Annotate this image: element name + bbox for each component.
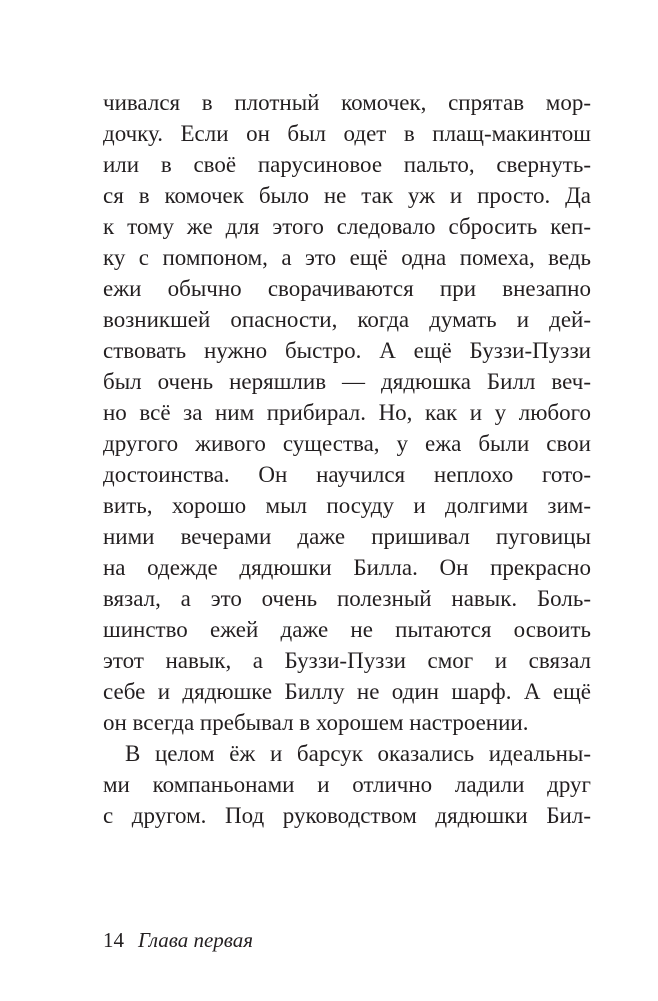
text-line: ми компаньонами и отлично ладили друг [103,772,591,797]
text-line: ними вечерами даже пришивал пуговицы [103,524,591,549]
text-line: он всегда пребывал в хорошем настроении. [103,710,529,735]
text-line: вить, хорошо мыл посуду и долгими зим- [103,493,591,518]
text-line: ствовать нужно быстро. А ещё Буззи-Пуззи [103,338,591,363]
text-line: В целом ёж и барсук оказались идеальны- [125,741,591,766]
text-line: шинство ежей даже не пытаются освоить [103,617,591,642]
text-line: ся в комочек было не так уж и просто. Да [103,183,591,208]
text-line: на одежде дядюшки Билла. Он прекрасно [103,555,591,580]
text-line: возникшей опасности, когда думать и дей- [103,307,591,332]
text-line: достоинства. Он научился неплохо гото- [103,462,591,487]
text-line: с другом. Под руководством дядюшки Бил- [103,803,591,828]
text-line: дочку. Если он был одет в плащ-макинтош [103,121,591,146]
text-line: другого живого существа, у ежа были свои [103,431,591,456]
chapter-title: Глава первая [138,928,254,952]
body-text [103,87,591,831]
text-line: чивался в плотный комочек, спрятав мор- [103,90,591,115]
running-footer [103,928,253,953]
text-line: но всё за ним прибирал. Но, как и у любого [103,400,591,425]
page-number: 14 [103,928,124,952]
text-line: себе и дядюшке Биллу не один шарф. А ещё [103,679,591,704]
text-line: ежи обычно сворачиваются при внезапно [103,276,591,301]
text-line: или в своё парусиновое пальто, свернуть- [103,152,591,177]
text-line: ку с помпоном, а это ещё одна помеха, ведь [103,245,591,270]
text-line: этот навык, а Буззи-Пуззи смог и связал [103,648,591,673]
text-line: был очень неряшлив — дядюшка Билл веч- [103,369,591,394]
text-line: вязал, а это очень полезный навык. Боль- [103,586,591,611]
text-line: к тому же для этого следовало сбросить кеп- [103,214,591,239]
